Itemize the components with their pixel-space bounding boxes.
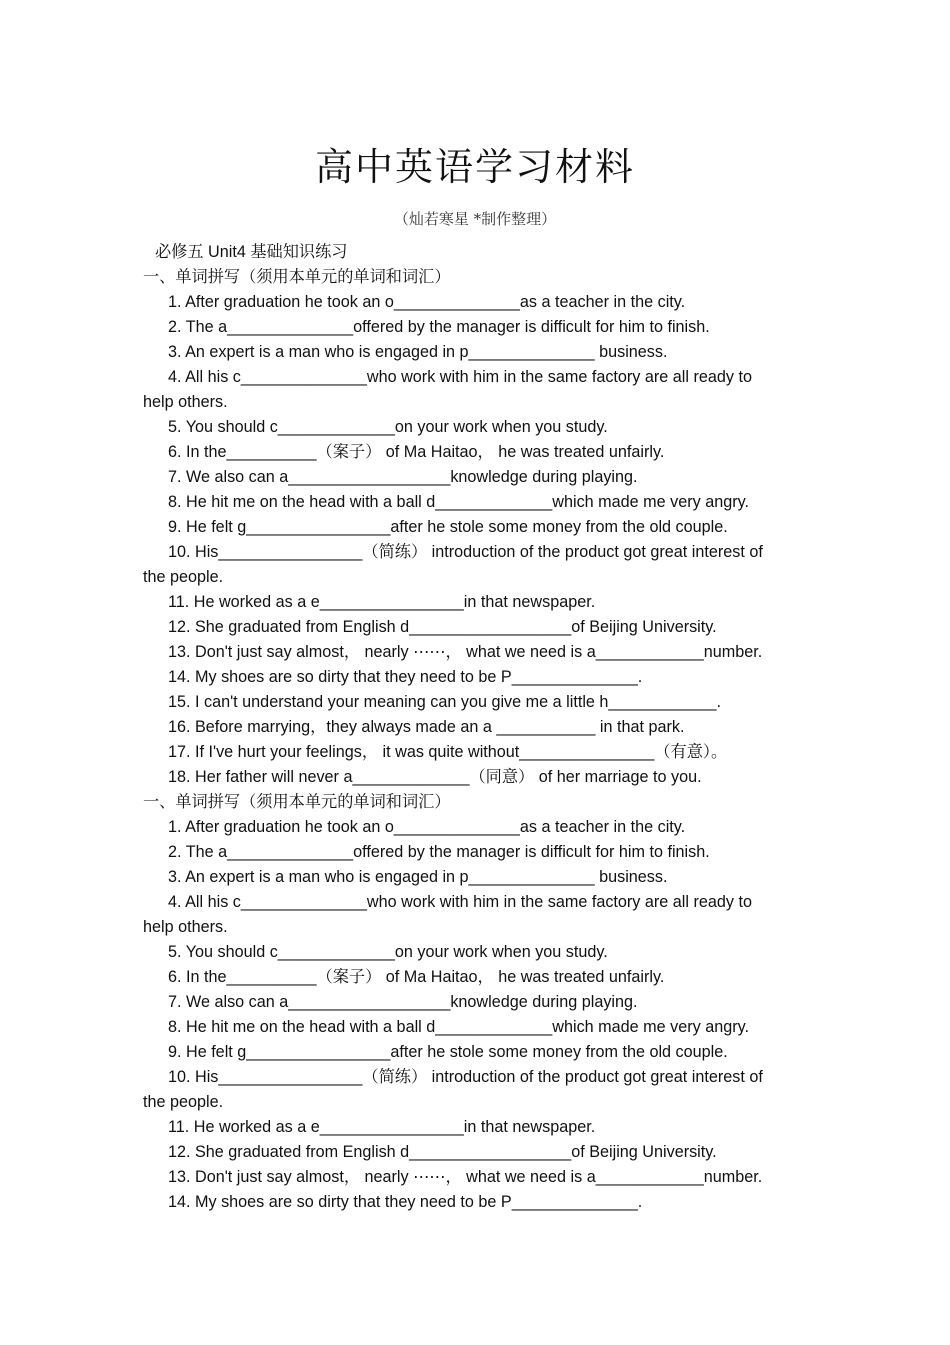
exercise-line: 11. He worked as a e________________in that newspaper.: [168, 1118, 596, 1136]
exercise-line: help others.: [143, 918, 228, 936]
exercise-line: 3. An expert is a man who is engaged in p______________ business.: [168, 343, 668, 361]
exercise-line: 9. He felt g________________after he stole some money from the old couple.: [168, 518, 728, 536]
exercise-line: 12. She graduated from English d__________________of Beijing University.: [168, 1143, 717, 1161]
exercise-line: 6. In the__________（案子） of Ma Haitao， he was treated unfairly.: [168, 443, 665, 461]
section-heading: 一、单词拼写（须用本单元的单词和词汇）: [143, 793, 451, 811]
exercise-line: 13. Don't just say almost， nearly ⋯⋯， what we need is a____________number.: [168, 643, 763, 661]
section-heading: 一、单词拼写（须用本单元的单词和词汇）: [143, 268, 451, 286]
exercise-line: 12. She graduated from English d__________________of Beijing University.: [168, 618, 717, 636]
exercise-line: 16. Before marrying，they always made an a ___________ in that park.: [168, 718, 685, 736]
exercise-line: 4. All his c______________who work with him in the same factory are all ready to: [168, 893, 752, 911]
exercise-line: 11. He worked as a e________________in that newspaper.: [168, 593, 596, 611]
exercise-line: 8. He hit me on the head with a ball d_____________which made me very angry.: [168, 493, 750, 511]
exercise-line: 14. My shoes are so dirty that they need to be P______________.: [168, 668, 643, 686]
exercise-line: 17. If I've hurt your feelings， it was quite without_______________（有意）。: [168, 743, 728, 761]
exercise-line: 14. My shoes are so dirty that they need to be P______________.: [168, 1193, 643, 1211]
exercise-line: 15. I can't understand your meaning can you give me a little h____________.: [168, 693, 721, 711]
exercise-line: 5. You should c_____________on your work when you study.: [168, 418, 608, 436]
document-title: 高中英语学习材料: [314, 145, 635, 189]
exercise-line: 2. The a______________offered by the manager is difficult for him to finish.: [168, 843, 710, 861]
unit-heading: 必修五 Unit4 基础知识练习: [155, 243, 348, 261]
exercise-line: 5. You should c_____________on your work when you study.: [168, 943, 608, 961]
exercise-line: the people.: [143, 1093, 224, 1111]
exercise-line: help others.: [143, 393, 228, 411]
exercise-line: 4. All his c______________who work with him in the same factory are all ready to: [168, 368, 752, 386]
exercise-body: [143, 240, 828, 1215]
exercise-line: 7. We also can a__________________knowledge during playing.: [168, 468, 638, 486]
exercise-line: the people.: [143, 568, 224, 586]
exercise-line: 7. We also can a__________________knowledge during playing.: [168, 993, 638, 1011]
exercise-line: 6. In the__________（案子） of Ma Haitao， he was treated unfairly.: [168, 968, 665, 986]
exercise-line: 10. His________________（简练） introduction of the product got great interest of: [168, 543, 763, 561]
exercise-line: 3. An expert is a man who is engaged in p______________ business.: [168, 868, 668, 886]
exercise-line: 10. His________________（简练） introduction of the product got great interest of: [168, 1068, 763, 1086]
exercise-line: 8. He hit me on the head with a ball d_____________which made me very angry.: [168, 1018, 750, 1036]
exercise-line: 1. After graduation he took an o______________as a teacher in the city.: [168, 818, 686, 836]
exercise-line: 2. The a______________offered by the manager is difficult for him to finish.: [168, 318, 710, 336]
exercise-line: 13. Don't just say almost， nearly ⋯⋯， what we need is a____________number.: [168, 1168, 763, 1186]
exercise-line: 18. Her father will never a_____________（同意） of her marriage to you.: [168, 768, 702, 786]
exercise-line: 1. After graduation he took an o______________as a teacher in the city.: [168, 293, 686, 311]
exercise-line: 9. He felt g________________after he stole some money from the old couple.: [168, 1043, 728, 1061]
document-subtitle: （灿若寒星 *制作整理）: [393, 210, 557, 228]
